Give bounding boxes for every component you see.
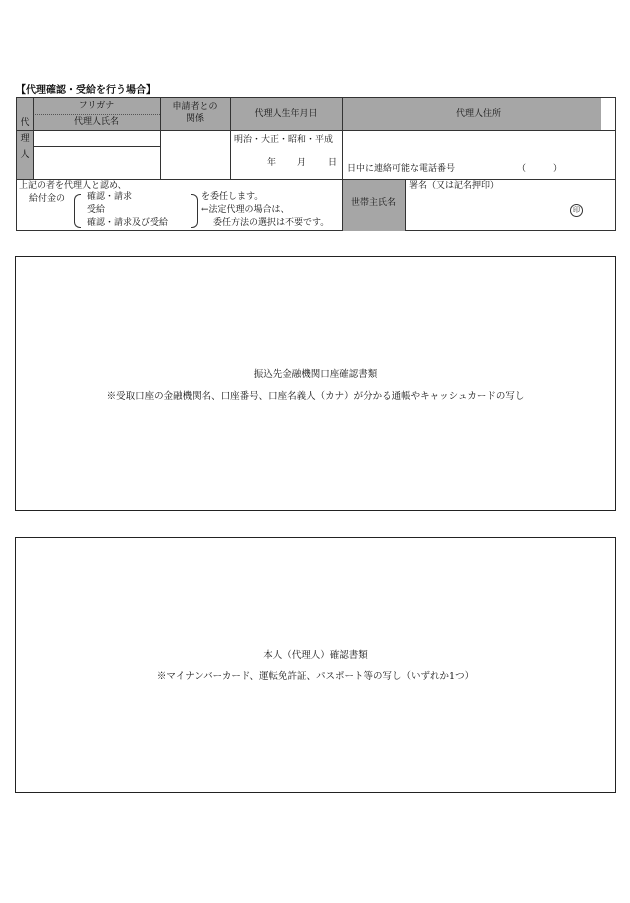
left-bracket xyxy=(74,194,81,228)
year-unit: 年 xyxy=(267,158,277,168)
era-options[interactable]: 明治・大正・昭和・平成 xyxy=(234,135,334,145)
seal-mark: 印 xyxy=(570,204,583,217)
relation-input[interactable] xyxy=(161,131,229,178)
bank-doc-note: ※受取口座の金融機関名、口座番号、口座名義人（カナ）が分かる通帳やキャッシュカードの写し xyxy=(106,391,525,402)
proxy-form-table xyxy=(16,97,616,231)
option-confirm-request-receive[interactable]: 確認・請求及び受給 xyxy=(87,218,169,228)
day-unit: 日 xyxy=(328,158,338,168)
legal-note-line1: ←法定代理の場合は、 xyxy=(201,205,290,215)
head-name-label: 世帯主氏名 xyxy=(350,198,396,208)
furigana-input[interactable] xyxy=(34,131,159,145)
address-input[interactable] xyxy=(343,131,614,159)
birthdate-header: 代理人生年月日 xyxy=(254,109,318,119)
side-label-1: 代 xyxy=(20,118,30,128)
option-confirm-request[interactable]: 確認・請求 xyxy=(87,192,133,202)
phone-input[interactable]: （ ） xyxy=(517,164,563,174)
delegation-suffix: を委任します。 xyxy=(201,192,264,202)
name-header: 代理人氏名 xyxy=(73,117,119,127)
month-unit: 月 xyxy=(297,158,307,168)
identity-doc-title: 本人（代理人）確認書類 xyxy=(263,650,368,661)
identity-doc-box[interactable] xyxy=(15,537,616,793)
furigana-header: フリガナ xyxy=(78,101,115,111)
option-receive[interactable]: 受給 xyxy=(87,205,106,215)
relation-header-2: 関係 xyxy=(185,114,204,124)
name-input[interactable] xyxy=(34,147,159,178)
right-bracket xyxy=(191,194,198,228)
relation-header-1: 申請者との xyxy=(172,102,218,112)
address-header: 代理人住所 xyxy=(455,109,501,119)
delegation-prefix: 給付金の xyxy=(29,194,66,204)
side-label-3: 人 xyxy=(20,150,30,160)
identity-doc-note: ※マイナンバーカード、運転免許証、パスポート等の写し（いずれか1つ） xyxy=(156,671,475,682)
section-title: 【代理確認・受給を行う場合】 xyxy=(16,85,156,96)
phone-label: 日中に連絡可能な電話番号 xyxy=(347,164,456,174)
bank-account-doc-box[interactable] xyxy=(15,256,616,511)
bank-doc-title: 振込先金融機関口座確認書類 xyxy=(253,369,378,380)
signature-label: 署名（又は記名押印） xyxy=(409,181,500,191)
legal-note-line2: 委任方法の選択は不要です。 xyxy=(213,218,330,228)
side-label-2: 理 xyxy=(20,134,30,144)
delegation-line1: 上記の者を代理人と認め、 xyxy=(19,181,127,191)
